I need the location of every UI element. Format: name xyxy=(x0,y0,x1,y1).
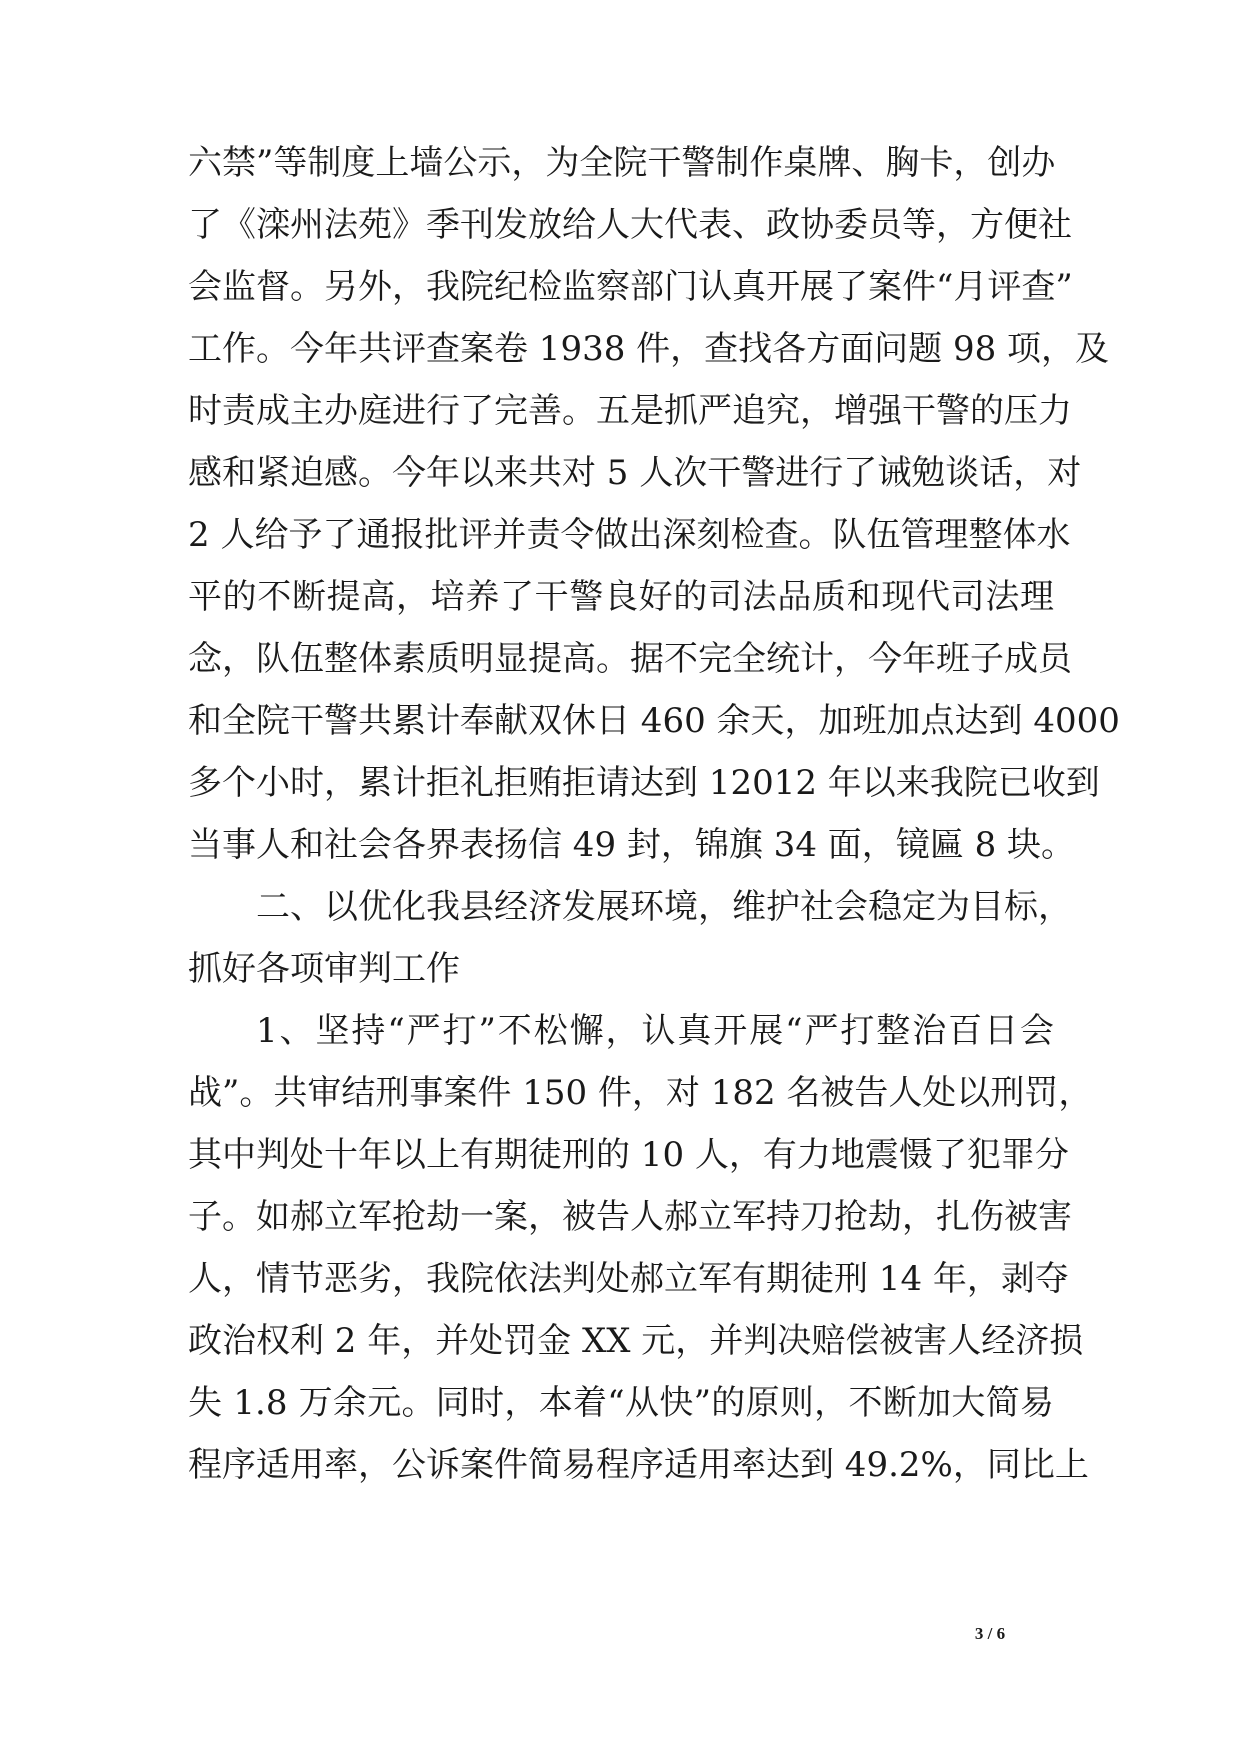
body-text-line: 子。如郝立军抢劫一案，被告人郝立军持刀抢劫，扎伤被害 xyxy=(188,1197,1072,1237)
body-text-line: 2 人给予了通报批评并责令做出深刻检查。队伍管理整体水 xyxy=(188,515,1071,555)
body-text-line: 感和紧迫感。今年以来共对 5 人次干警进行了诫勉谈话，对 xyxy=(188,453,1082,493)
body-text-line: 1、坚持“严打”不松懈，认真开展“严打整治百日会 xyxy=(256,1011,1054,1051)
body-text-line: 其中判处十年以上有期徒刑的 10 人，有力地震慑了犯罪分 xyxy=(188,1135,1069,1175)
body-text-line: 人，情节恶劣，我院依法判处郝立军有期徒刑 14 年，剥夺 xyxy=(188,1259,1069,1299)
body-text-line: 工作。今年共评查案卷 1938 件，查找各方面问题 98 项，及 xyxy=(188,329,1110,369)
body-text-line: 多个小时，累计拒礼拒贿拒请达到 12012 年以来我院已收到 xyxy=(188,763,1100,803)
body-text-line: 战”。共审结刑事案件 150 件，对 182 名被告人处以刑罚， xyxy=(188,1073,1093,1113)
body-text-line: 当事人和社会各界表扬信 49 封，锦旗 34 面，镜匾 8 块。 xyxy=(188,825,1076,865)
body-text-line: 平的不断提高，培养了干警良好的司法品质和现代司法理 xyxy=(188,577,1054,617)
body-text-line: 会监督。另外，我院纪检监察部门认真开展了案件“月评查” xyxy=(188,267,1073,307)
body-text-line: 念，队伍整体素质明显提高。据不完全统计，今年班子成员 xyxy=(188,639,1072,679)
body-text-line: 时责成主办庭进行了完善。五是抓严追究，增强干警的压力 xyxy=(188,391,1072,431)
body-text-line: 了《滦州法苑》季刊发放给人大代表、政协委员等，方便社 xyxy=(188,205,1072,245)
page-number: 3 / 6 xyxy=(974,1624,1006,1643)
body-text-line: 六禁”等制度上墙公示，为全院干警制作桌牌、胸卡，创办 xyxy=(188,143,1056,183)
body-text-line: 程序适用率，公诉案件简易程序适用率达到 49.2%，同比上 xyxy=(188,1445,1089,1485)
section-heading-line: 二、以优化我县经济发展环境，维护社会稳定为目标， xyxy=(256,887,1072,927)
section-heading-line: 抓好各项审判工作 xyxy=(188,949,460,989)
body-text-line: 政治权利 2 年，并处罚金 XX 元，并判决赔偿被害人经济损 xyxy=(188,1321,1084,1361)
body-text-line: 和全院干警共累计奉献双休日 460 余天，加班加点达到 4000 xyxy=(188,701,1120,741)
body-text-line: 失 1.8 万余元。同时，本着“从快”的原则，不断加大简易 xyxy=(188,1383,1054,1423)
